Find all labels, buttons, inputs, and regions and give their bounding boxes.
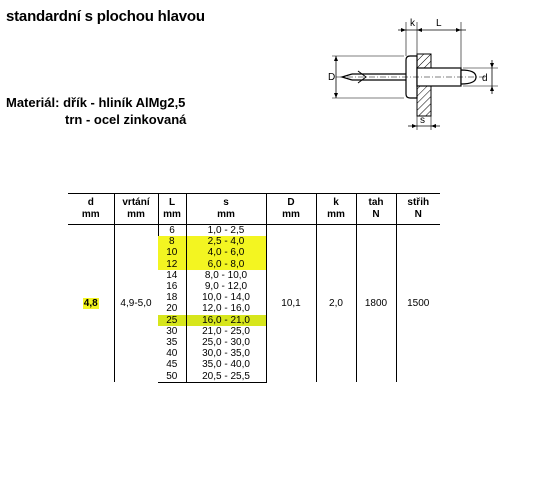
dim-D-label: D [328,72,336,83]
cell-s: 9,0 - 12,0 [186,281,266,292]
col-header-vrtani: vrtání mm [114,194,158,225]
material-line1: dřík - hliník AlMg2,5 [63,95,186,110]
cell-s: 12,0 - 16,0 [186,303,266,314]
col-header-s: s mm [186,194,266,225]
cell-L: 16 [166,281,178,293]
cell-L: 14 [166,269,178,281]
dim-s-label: s [420,115,425,126]
spec-table [68,193,440,383]
col-header-D: D mm [266,194,316,225]
rivet-drawing [306,16,502,132]
cell-s: 8,0 - 10,0 [186,270,266,281]
cell-s: 20,5 - 25,5 [186,371,266,383]
cell-L: 18 [166,292,178,304]
col-header-strih: střih N [396,194,440,225]
cell-s: 16,0 - 21,0 [186,315,266,326]
cell-tah: 1800 [356,225,396,383]
table-header-row [68,194,440,225]
material-label: Materiál: [6,95,60,110]
dim-L-label: L [436,18,442,29]
cell-s: 4,0 - 6,0 [186,247,266,258]
cell-d: 4,8 [83,298,98,310]
cell-s: 25,0 - 30,0 [186,337,266,348]
cell-s: 35,0 - 40,0 [186,359,266,370]
col-header-L: L mm [158,194,186,225]
cell-L: 8 [158,236,186,247]
material-line2: trn - ocel zinkovaná [65,112,187,127]
col-header-d: d mm [68,194,114,225]
col-header-k: k mm [316,194,356,225]
material-info [6,94,186,128]
dim-k-label: k [410,18,415,29]
cell-L: 6 [158,225,186,237]
cell-s: 21,0 - 25,0 [186,326,266,337]
cell-L: 12 [158,259,186,270]
cell-D: 10,1 [266,225,316,383]
plate-bottom [417,86,431,116]
table-row [68,225,440,237]
cell-L: 50 [158,371,186,383]
cell-L: 45 [166,359,178,371]
plate-top [417,54,431,68]
cell-L: 35 [166,337,178,349]
cell-s: 10,0 - 14,0 [186,292,266,303]
cell-s: 2,5 - 4,0 [186,236,266,247]
cell-L: 10 [158,247,186,258]
page-title: standardní s plochou hlavou [6,8,205,25]
cell-s: 1,0 - 2,5 [186,225,266,237]
cell-s: 30,0 - 35,0 [186,348,266,359]
col-header-tah: tah N [356,194,396,225]
cell-L: 30 [166,325,178,337]
cell-s: 6,0 - 8,0 [186,259,266,270]
cell-L: 25 [158,315,186,326]
cell-vrtani: 4,9-5,0 [114,225,158,383]
cell-L: 40 [166,348,178,360]
dim-d-label: d [482,73,488,84]
cell-strih: 1500 [396,225,440,383]
cell-k: 2,0 [316,225,356,383]
cell-L: 20 [166,303,178,315]
